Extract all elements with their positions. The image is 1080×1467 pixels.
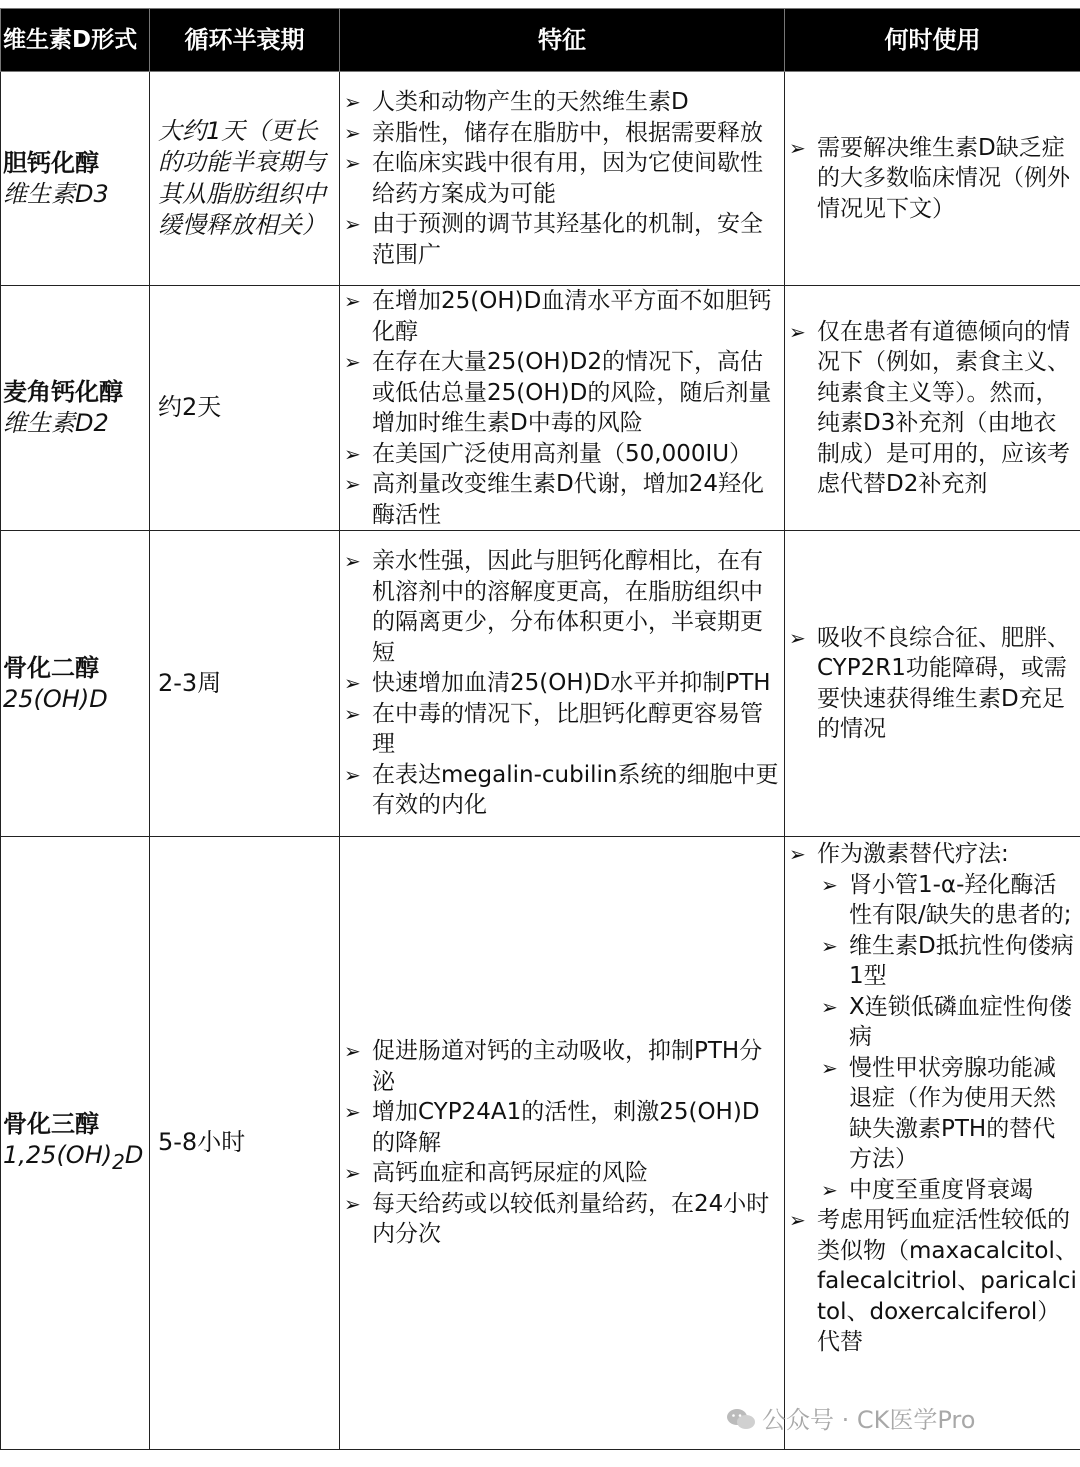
list-item: ➢ 每天给药或以较低剂量给药，在24小时内分次 [342,1189,782,1250]
table-row [1,837,1080,1450]
form-sub: 维生素D2 [3,409,109,437]
list-item: ➢ 慢性甲状旁腺功能减退症（作为使用天然缺失激素PTH的替代方法） [819,1053,1078,1175]
list-item: ➢ X连锁低磷血症性佝偻病 [819,992,1078,1053]
header-half-life: 循环半衰期 [150,9,340,72]
use-cell [785,72,1080,286]
list-item: ➢ 增加CYP24A1的活性，刺激25(OH)D的降解 [342,1097,782,1158]
list-item: ➢ 由于预测的调节其羟基化的机制，安全范围广 [342,209,782,270]
form-sub [3,1140,147,1178]
half-life-cell [150,286,340,531]
list-item: ➢ 在美国广泛使用高剂量（50,000IU） [342,439,782,470]
features-cell [340,72,785,286]
list-item: ➢ 需要解决维生素D缺乏症的大多数临床情况（例外情况见下文） [787,133,1078,225]
form-cell [1,531,150,837]
form-cell [1,286,150,531]
list-item: ➢ 在增加25(OH)D血清水平方面不如胆钙化醇 [342,286,782,347]
list-item: ➢ 亲水性强，因此与胆钙化醇相比，在有机溶剂中的溶解度更高，在脂肪组织中的隔离更少，分布体积更小，半衰期更短 [342,546,782,668]
use-cell [785,837,1080,1450]
form-name: 胆钙化醇 [3,148,99,177]
form-name: 骨化二醇 [3,653,99,682]
list-item: ➢ 维生素D抵抗性佝偻病1型 [819,931,1078,992]
form-sub-subscript: 2 [112,1149,125,1174]
half-life-cell [150,531,340,837]
list-item: ➢ 仅在患者有道德倾向的情况下（例如，素食主义、纯素食主义等）。然而，纯素D3补充剂（由地衣制成）是可用的，应该考虑代替D2补充剂 [787,317,1078,500]
half-life-cell [150,72,340,286]
form-cell [1,837,150,1450]
list-item [787,839,1078,1205]
half-life-text: 大约1天（更长的功能半衰期与其从脂肪组织中缓慢释放相关） [158,116,326,239]
form-name: 麦角钙化醇 [3,378,123,406]
list-item: ➢ 在中毒的情况下，比胆钙化醇更容易管理 [342,699,782,760]
header-when-to-use: 何时使用 [785,9,1080,72]
half-life-text: 2-3周 [158,668,222,697]
list-item: ➢ 肾小管1-α-羟化酶活性有限/缺失的患者的; [819,870,1078,931]
half-life-text: 5-8小时 [158,1128,246,1157]
features-cell [340,837,785,1450]
list-item: ➢ 亲脂性，储存在脂肪中，根据需要释放 [342,118,782,149]
features-cell [340,531,785,837]
use-sub-list [819,870,1078,1206]
header-features: 特征 [340,9,785,72]
half-life-cell [150,837,340,1450]
table-row [1,286,1080,531]
form-sub: 25(OH)D [3,684,108,713]
list-item: ➢ 在存在大量25(OH)D2的情况下，高估或低估总量25(OH)D的风险，随后剂量增加时维生素D中毒的风险 [342,347,782,439]
list-item: ➢ 促进肠道对钙的主动吸收，抑制PTH分泌 [342,1036,782,1097]
list-item: ➢ 高钙血症和高钙尿症的风险 [342,1158,782,1189]
vitamin-d-table [0,8,1080,1450]
features-cell [340,286,785,531]
table-row [1,531,1080,837]
list-item: ➢ 中度至重度肾衰竭 [819,1175,1078,1206]
form-cell [1,72,150,286]
watermark-text: 公众号 · CK医学Pro [762,1406,976,1434]
list-item: ➢ 在临床实践中很有用，因为它使间歇性给药方案成为可能 [342,148,782,209]
list-item: ➢ 快速增加血清25(OH)D水平并抑制PTH [342,668,782,699]
form-sub-prefix: 1,25(OH) [3,1140,113,1169]
list-item: ➢ 考虑用钙血症活性较低的类似物（maxacalcitol、falecalcitriol、paricalcitol、doxercalciferol）代替 [787,1205,1078,1358]
use-main-text: 作为激素替代疗法: [817,841,1009,867]
half-life-text: 约2天 [158,393,222,422]
list-item: ➢ 人类和动物产生的天然维生素D [342,87,782,118]
form-sub-suffix: D [124,1140,144,1169]
header-row [1,9,1080,72]
form-sub: 维生素D3 [3,179,109,208]
wechat-icon [726,1407,756,1431]
use-cell [785,286,1080,531]
list-item: ➢ 吸收不良综合征、肥胖、CYP2R1功能障碍，或需要快速获得维生素D充足的情况 [787,623,1078,745]
table-row [1,72,1080,286]
list-item: ➢ 在表达megalin-cubilin系统的细胞中更有效的内化 [342,760,782,821]
watermark [726,1400,975,1435]
use-cell [785,531,1080,837]
form-name: 骨化三醇 [3,1109,99,1138]
header-form: 维生素D形式 [1,9,150,72]
list-item: ➢ 高剂量改变维生素D代谢，增加24羟化酶活性 [342,469,782,530]
